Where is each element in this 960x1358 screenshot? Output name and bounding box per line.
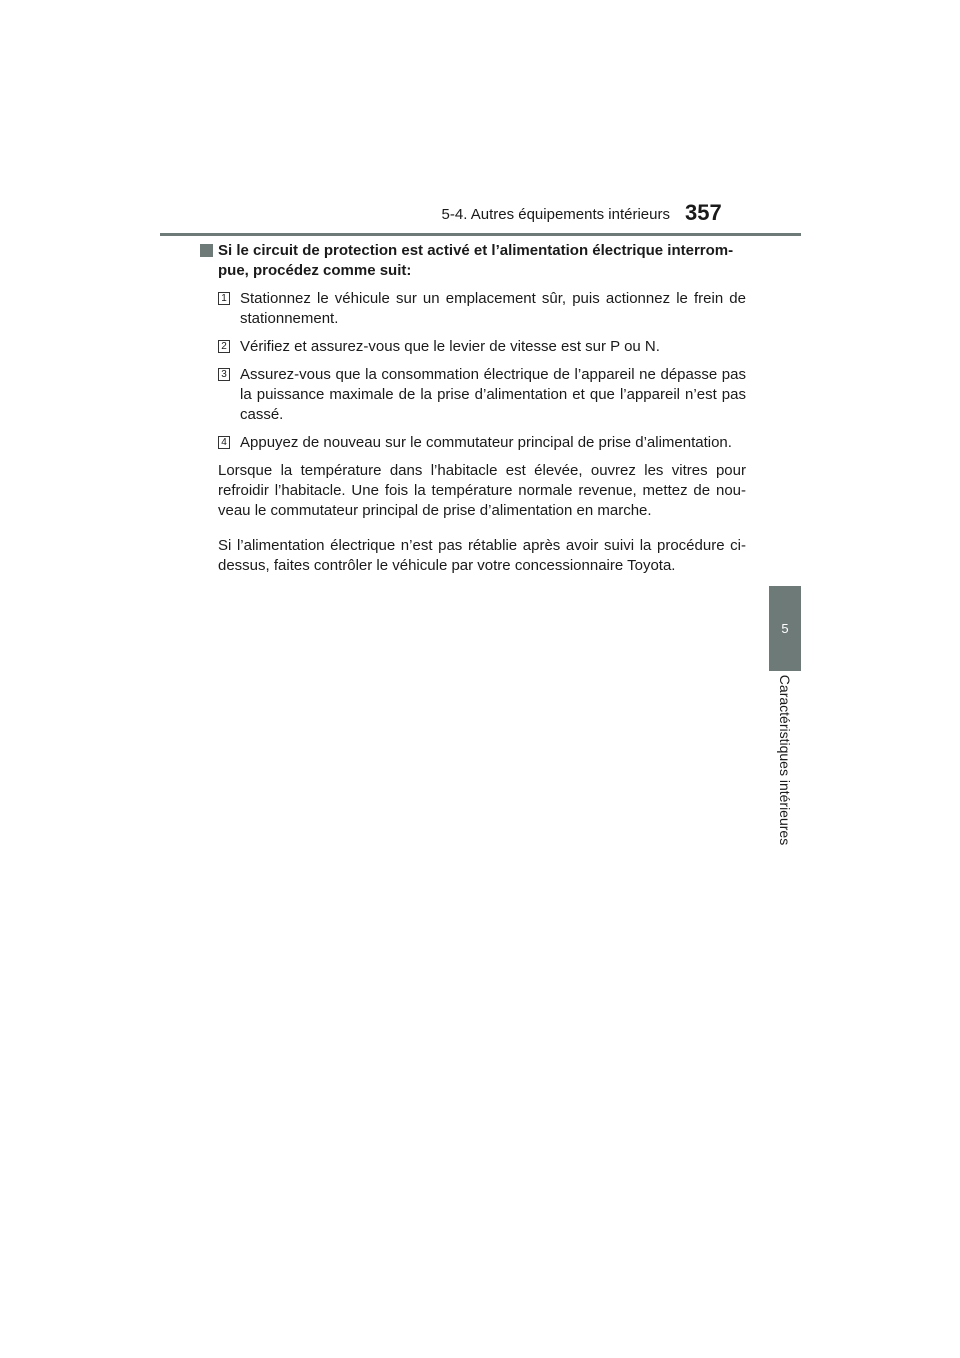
step-item: [200, 433, 746, 453]
step-text: Vérifiez et assurez-vous que le levier de vitesse est sur P ou N.: [240, 338, 660, 355]
section-heading: [200, 241, 746, 281]
section-title: 5-4. Autres équipements intérieurs: [441, 206, 670, 223]
step-number-badge: 1: [218, 292, 230, 305]
step-item: [200, 337, 746, 357]
square-bullet-icon: [200, 244, 213, 257]
step-item: [200, 365, 746, 425]
step-number-badge: 4: [218, 436, 230, 449]
chapter-tab: [769, 586, 801, 671]
step-number-badge: 3: [218, 368, 230, 381]
step-number-badge: 2: [218, 340, 230, 353]
chapter-title: Caractéristiques intérieures: [777, 674, 793, 846]
chapter-number: 5: [781, 621, 789, 636]
section-heading-text: Si le circuit de protection est activé et l’alimentation électrique interrom-pue, procédez comme suit:: [218, 242, 734, 279]
main-content: [200, 241, 746, 591]
step-text: Appuyez de nouveau sur le commutateur principal de prise d’alimentation.: [240, 434, 732, 451]
header-divider: [160, 233, 801, 236]
page-number: 357: [685, 200, 722, 225]
note-paragraph: Si l’alimentation électrique n’est pas rétablie après avoir suivi la procédure ci-dessus, faites contrôler le véhicule par votre concessionnaire Toyota.: [218, 537, 746, 574]
note-paragraph: Lorsque la température dans l’habitacle est élevée, ouvrez les vitres pour refroidir l’habitacle. Une fois la température normale revenue, mettez de nou-veau le commutateur principal de prise d’alimentation en marche.: [218, 462, 746, 519]
step-text: Stationnez le véhicule sur un emplacement sûr, puis actionnez le frein de stationnement.: [240, 290, 746, 327]
step-item: [200, 289, 746, 329]
step-text: Assurez-vous que la consommation électrique de l’appareil ne dépasse pas la puissance maximale de la prise d’alimentation et que l’appareil n’est pas cassé.: [240, 366, 746, 423]
